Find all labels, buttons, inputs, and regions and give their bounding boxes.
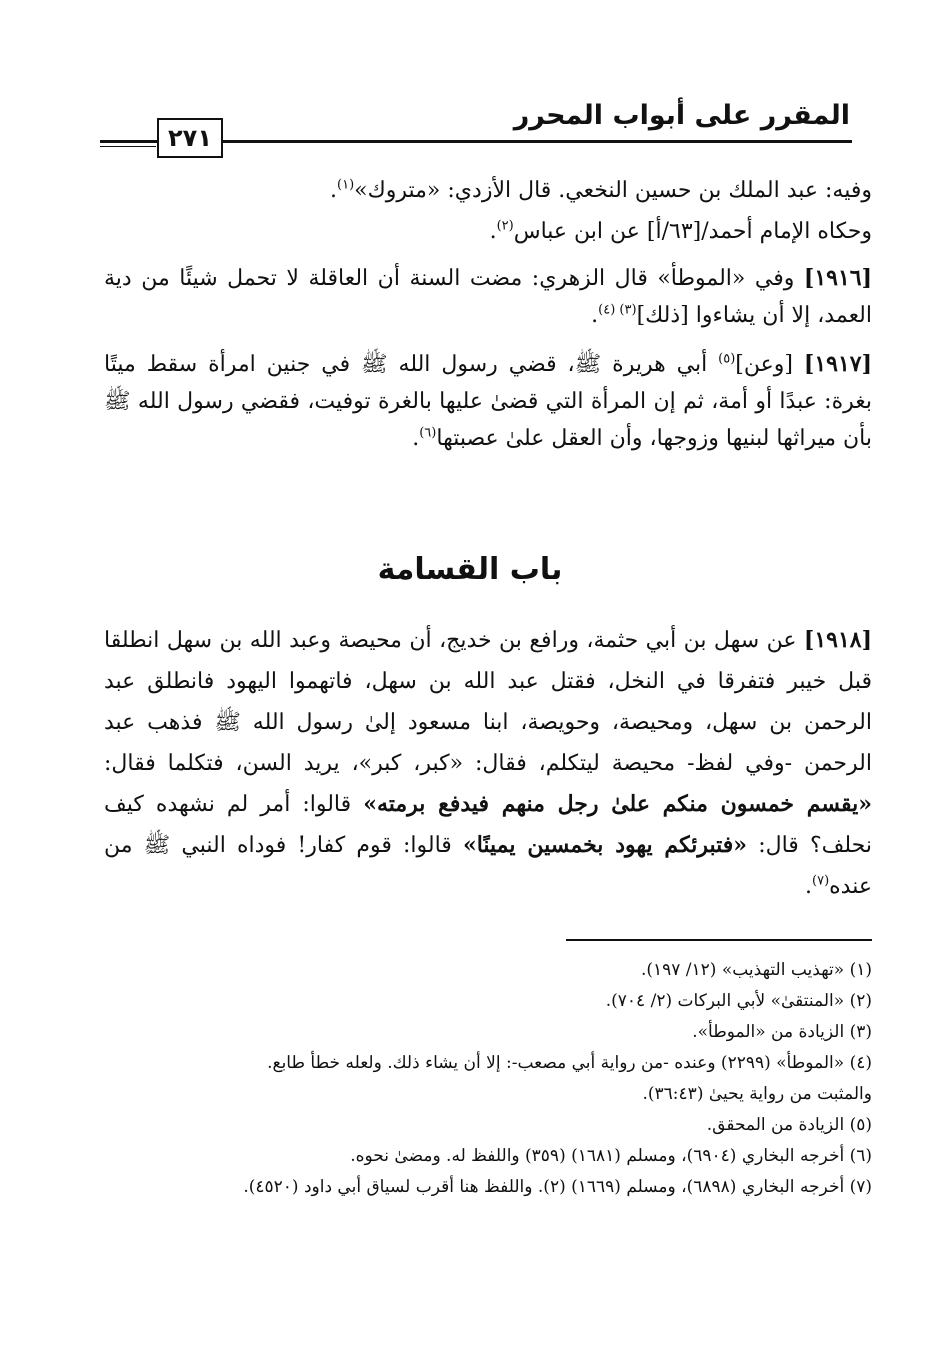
- footnote-ref: (١): [337, 177, 355, 193]
- footnote-ref: (٥): [718, 351, 736, 367]
- footnotes: [104, 955, 872, 1203]
- footnote: (٦) أخرجه البخاري (٦٩٠٤)، ومسلم (١٦٨١) (٣٥٩) واللفظ له. ومضىٰ نحوه.: [350, 1146, 872, 1166]
- footnote: (١) «تهذيب التهذيب» (١٢/ ١٩٧).: [640, 960, 872, 980]
- header-rule-left: [100, 146, 156, 147]
- running-title: المقرر على أبواب المحرر: [513, 100, 850, 131]
- hadith-1917: [١٩١٧] [وعن]$^{(٥)}$ أبي هريرة ﷺ، قضي رسول الله ﷺ في جنين امرأة سقط ميتًا بغرة: عبدًا أو أمة، ثم إن المرأة التي قضىٰ عليها بالغرة توفيت، فقضي رسول الله ﷺ بأن ميراثها لبنيها وزوجها، وأن العقل علىٰ عصبتها$^{(٦)}$.: [104, 351, 872, 451]
- footnote-ref: (٧): [812, 873, 830, 889]
- footnote-rule: [566, 939, 872, 941]
- quote: «يقسم خمسون منكم علىٰ رجل منهم فيدفع برمته»: [363, 791, 872, 817]
- chapter-title: باب القسامة: [377, 552, 563, 587]
- footnote-ref: (٦): [419, 425, 437, 441]
- footnote-continuation: والمثبت من رواية يحيىٰ (٣٦:٤٣).: [642, 1084, 872, 1104]
- body-lower: [104, 620, 872, 919]
- hadith-1916: [١٩١٦] وفي «الموطأ» قال الزهري: مضت السنة أن العاقلة لا تحمل شيئًا من دية العمد، إلا أن يشاءوا [ذلك]$^{(٣) (٤)}$.: [104, 265, 872, 328]
- footnote: (٤) «الموطأ» (٢٢٩٩) وعنده -من رواية أبي مصعب-: إلا أن يشاء ذلك. ولعله خطأ طابع.: [267, 1053, 872, 1073]
- footnote-ref: (٢): [496, 218, 514, 234]
- body-upper: [104, 172, 872, 469]
- quote: «فتبرئكم يهود بخمسين يمينًا»: [462, 832, 748, 858]
- hadith-number: [١٩١٨]: [803, 627, 873, 653]
- hadith-number: [١٩١٧]: [803, 351, 872, 377]
- footnote: (٥) الزيادة من المحقق.: [706, 1115, 872, 1135]
- page-number: ٢٧١: [157, 118, 223, 158]
- footnote-ref: (٣) (٤): [598, 302, 637, 318]
- hadith-number: [١٩١٦]: [803, 265, 872, 291]
- paragraph-narrator: وفيه: عبد الملك بن حسين النخعي. قال الأزدي: «متروك»$^{(١)}$.: [330, 177, 872, 203]
- paragraph-ahmad: وحكاه الإمام أحمد/[٦٣/أ] عن ابن عباس$^{(٢)}$.: [489, 218, 872, 244]
- hadith-1918: [١٩١٨] عن سهل بن أبي حثمة، ورافع بن خديج، أن محيصة وعبد الله بن سهل انطلقا قبل خيبر فتفرقا في النخل، فقتل عبد الله بن سهل، فاتهموا اليهود فانطلق عبد الرحمن بن سهل، ومحيصة، وحويصة، ابنا مسعود إلىٰ رسول الله ﷺ فذهب عبد الرحمن -وفي لفظ- محيصة ليتكلم، فقال: «كبر، كبر»، يريد السن، فتكلما فقال: «يقسم خمسون منكم علىٰ رجل منهم فيدفع برمته» قالوا: أمر لم نشهده كيف نحلف؟ قال: «فتبرئكم يهود بخمسين يمينًا» قالوا: قوم كفار! فوداه النبي ﷺ من عنده$^{(٧)}$.: [104, 627, 873, 899]
- footnote: (٣) الزيادة من «الموطأ».: [692, 1022, 872, 1042]
- footnote: (٧) أخرجه البخاري (٦٨٩٨)، ومسلم (١٦٦٩) (٢). واللفظ هنا أقرب لسياق أبي داود (٤٥٢٠).: [243, 1177, 872, 1197]
- footnote: (٢) «المنتقىٰ» لأبي البركات (٢/ ٧٠٤).: [605, 991, 872, 1011]
